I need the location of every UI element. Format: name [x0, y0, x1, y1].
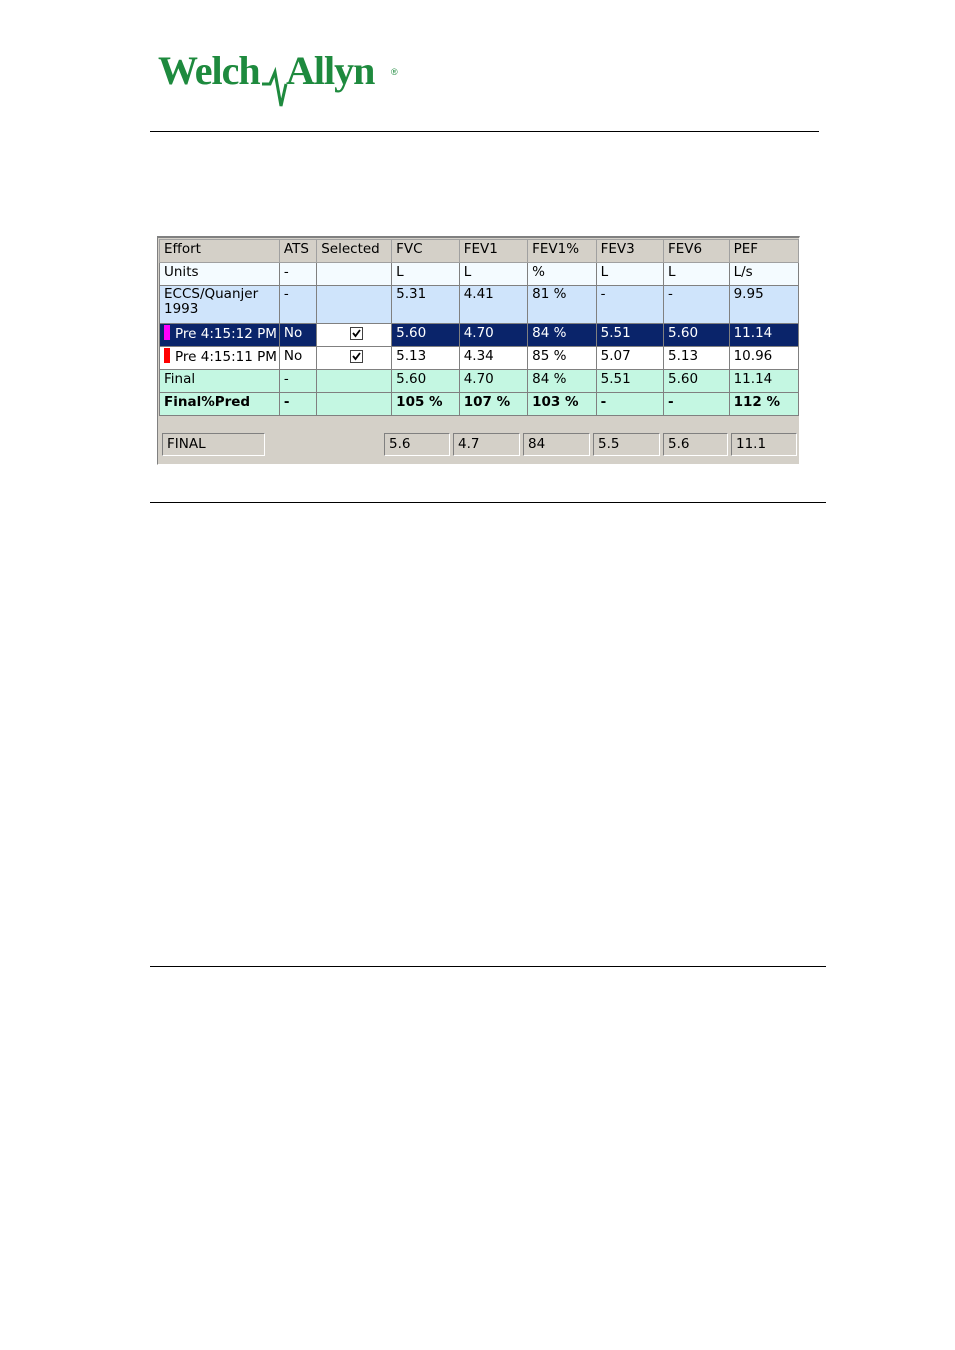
pred-ats: -: [279, 393, 316, 416]
pred-fev3: -: [596, 393, 663, 416]
trial-selected-cell[interactable]: [317, 324, 392, 347]
pred-selected: [317, 393, 392, 416]
units-fvc: L: [392, 263, 460, 286]
final-summary-fev3: 5.5: [593, 433, 660, 456]
final-summary-fev6: 5.6: [663, 433, 728, 456]
units-effort: Units: [160, 263, 280, 286]
final-ats: -: [279, 370, 316, 393]
column-header-pef[interactable]: PEF: [729, 240, 798, 263]
svg-text:Allyn: Allyn: [286, 52, 375, 93]
norm-effort: ECCS/Quanjer 1993: [160, 286, 280, 324]
final-pef: 11.14: [729, 370, 798, 393]
trial-fev6: 5.13: [664, 347, 730, 370]
selected-checkbox[interactable]: [350, 350, 363, 363]
pred-fvc: 105 %: [392, 393, 460, 416]
column-header-fev3[interactable]: FEV3: [596, 240, 663, 263]
trial-fev3: 5.07: [596, 347, 663, 370]
final-effort: Final: [160, 370, 280, 393]
trial-row[interactable]: [160, 347, 799, 370]
pred-fev1: 107 %: [459, 393, 527, 416]
trial-fvc: 5.60: [392, 324, 460, 347]
final-summary-fev1pct: 84: [523, 433, 590, 456]
results-table: [159, 239, 799, 416]
section-divider: [150, 502, 826, 503]
units-selected: [317, 263, 392, 286]
section-divider: [150, 966, 826, 967]
units-pef: L/s: [729, 263, 798, 286]
checkmark-icon: [351, 351, 362, 362]
norm-fev1pct: 81 %: [528, 286, 596, 324]
welch-allyn-logo-mark: [158, 52, 390, 112]
selected-checkbox[interactable]: [350, 327, 363, 340]
norm-fev6: -: [664, 286, 730, 324]
final-fvc: 5.60: [392, 370, 460, 393]
trial-effort-label: Pre 4:15:11 PM: [175, 349, 277, 365]
svg-text:Welch: Welch: [158, 52, 260, 93]
units-ats: -: [279, 263, 316, 286]
pred-fev1pct: 103 %: [528, 393, 596, 416]
column-header-fev1pct[interactable]: FEV1%: [528, 240, 596, 263]
trial-fvc: 5.13: [392, 347, 460, 370]
units-fev3: L: [596, 263, 663, 286]
trial-effort[interactable]: [160, 324, 280, 347]
spirometry-results-grid: [157, 236, 800, 465]
trial-effort[interactable]: [160, 347, 280, 370]
trial-pef: 11.14: [729, 324, 798, 347]
trial-color-swatch: [164, 325, 170, 340]
trial-pef: 10.96: [729, 347, 798, 370]
trial-color-swatch: [164, 348, 170, 363]
norm-fvc: 5.31: [392, 286, 460, 324]
column-header-ats[interactable]: ATS: [279, 240, 316, 263]
norm-fev3: -: [596, 286, 663, 324]
trial-fev3: 5.51: [596, 324, 663, 347]
final-fev6: 5.60: [664, 370, 730, 393]
column-header-fev1[interactable]: FEV1: [459, 240, 527, 263]
trial-fev6: 5.60: [664, 324, 730, 347]
trial-row[interactable]: [160, 324, 799, 347]
column-header-selected[interactable]: Selected: [317, 240, 392, 263]
final-summary-fvc: 5.6: [384, 433, 450, 456]
trial-ats: No: [279, 347, 316, 370]
final-pct-pred-row: [160, 393, 799, 416]
final-fev1: 4.70: [459, 370, 527, 393]
column-header-effort[interactable]: Effort: [160, 240, 280, 263]
units-fev1pct: %: [528, 263, 596, 286]
trial-fev1: 4.34: [459, 347, 527, 370]
final-fev3: 5.51: [596, 370, 663, 393]
final-summary-pef: 11.1: [731, 433, 797, 456]
units-fev6: L: [664, 263, 730, 286]
predicted-norm-row: [160, 286, 799, 324]
final-fev1pct: 84 %: [528, 370, 596, 393]
pred-pef: 112 %: [729, 393, 798, 416]
pred-fev6: -: [664, 393, 730, 416]
final-summary-label: FINAL: [162, 433, 265, 456]
column-header-fvc[interactable]: FVC: [392, 240, 460, 263]
norm-selected: [317, 286, 392, 324]
final-selected: [317, 370, 392, 393]
welch-allyn-logo: [158, 52, 398, 112]
units-row: [160, 263, 799, 286]
trial-fev1pct: 85 %: [528, 347, 596, 370]
final-row: [160, 370, 799, 393]
header-row: [160, 240, 799, 263]
trial-ats: No: [279, 324, 316, 347]
final-summary-fev1: 4.7: [453, 433, 520, 456]
final-summary-bar: [160, 431, 798, 461]
column-header-fev6[interactable]: FEV6: [664, 240, 730, 263]
registered-mark: ®: [391, 67, 398, 77]
trial-fev1: 4.70: [459, 324, 527, 347]
trial-effort-label: Pre 4:15:12 PM: [175, 326, 277, 342]
trial-selected-cell[interactable]: [317, 347, 392, 370]
units-fev1: L: [459, 263, 527, 286]
norm-ats: -: [279, 286, 316, 324]
pred-effort: Final%Pred: [160, 393, 280, 416]
checkmark-icon: [351, 328, 362, 339]
header-divider: [150, 131, 819, 132]
trial-fev1pct: 84 %: [528, 324, 596, 347]
norm-pef: 9.95: [729, 286, 798, 324]
norm-fev1: 4.41: [459, 286, 527, 324]
